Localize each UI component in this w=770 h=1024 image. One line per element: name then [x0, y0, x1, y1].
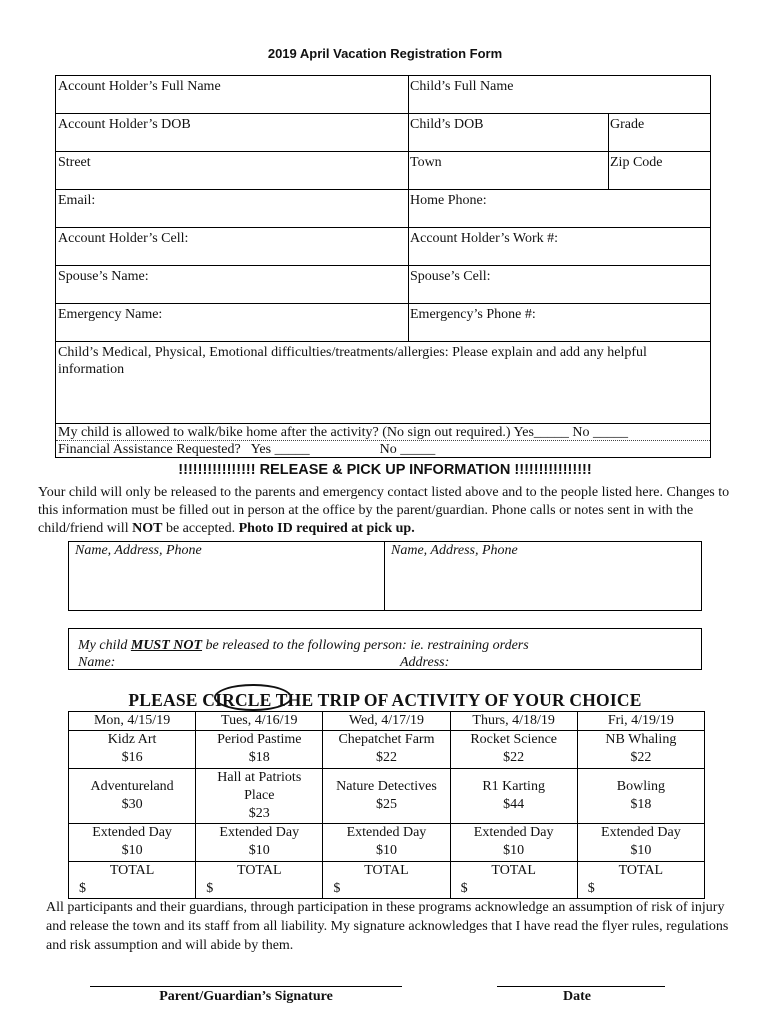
total-label: TOTAL — [364, 863, 409, 878]
release-text-not: NOT — [132, 521, 163, 536]
extended-day-option[interactable] — [323, 824, 450, 862]
acknowledgement-text: All participants and their guardians, through participation in these programs acknowledge an assumption of risk of injury and release the town and its staff from all liability. My signature acknowledges that I have read the flyer rules, regulations and risk assumption and will abide by them. — [46, 900, 729, 953]
day-wed: Wed, 4/17/19 — [323, 712, 450, 731]
account-holder-work-field[interactable]: Account Holder’s Work #: — [410, 231, 559, 246]
hand-drawn-circle-mark — [214, 684, 292, 711]
restriction-box[interactable] — [68, 628, 702, 670]
trip-option[interactable] — [577, 769, 704, 824]
extended-label: Extended Day — [601, 825, 681, 840]
signature-line[interactable] — [90, 986, 402, 987]
total-label: TOTAL — [109, 863, 155, 878]
trip-name: NB Whaling — [605, 732, 677, 747]
zip-field[interactable]: Zip Code — [610, 155, 663, 170]
pickup-contact-left[interactable]: Name, Address, Phone — [69, 542, 385, 610]
trip-name: Period Pastime — [217, 732, 302, 747]
extended-label: Extended Day — [473, 825, 554, 840]
medical-field[interactable]: Child’s Medical, Physical, Emotional difficulties/treatments/allergies: Please explain and add any helpful information — [58, 345, 647, 377]
total-cell[interactable] — [69, 862, 196, 899]
total-dollar: $ — [79, 881, 86, 896]
row-spouse — [56, 266, 710, 304]
row-names — [56, 76, 710, 114]
total-dollar: $ — [587, 881, 595, 896]
row-walk-home — [56, 424, 710, 441]
trip-name: Kidz Art — [107, 732, 157, 747]
restriction-must-not: MUST NOT — [130, 638, 203, 653]
trip-row-2 — [69, 769, 705, 824]
trip-price: $22 — [503, 750, 525, 765]
trip-price: $16 — [121, 750, 143, 765]
trip-price: $22 — [375, 750, 397, 765]
photo-id-notice: Photo ID required at pick up. — [238, 521, 415, 536]
pickup-contact-right[interactable]: Name, Address, Phone — [391, 543, 518, 558]
release-paragraph — [38, 484, 738, 538]
emergency-phone-field[interactable]: Emergency’s Phone #: — [410, 307, 536, 322]
extended-day-option[interactable] — [196, 824, 323, 862]
trip-option[interactable] — [323, 769, 450, 824]
trip-option[interactable] — [196, 769, 323, 824]
trip-price: $23 — [248, 806, 270, 821]
extended-day-option[interactable] — [577, 824, 704, 862]
trip-name: R1 Karting — [482, 779, 545, 794]
release-text-2: be accepted. — [162, 521, 239, 536]
trip-days-row — [69, 712, 705, 731]
total-label: TOTAL — [491, 863, 536, 878]
trip-price: $30 — [121, 797, 143, 812]
restriction-fields — [78, 654, 692, 671]
extended-label: Extended Day — [219, 825, 300, 840]
email-field[interactable]: Email: — [58, 193, 96, 208]
extended-day-option[interactable] — [69, 824, 196, 862]
trip-price: $18 — [630, 797, 652, 812]
form-title: 2019 April Vacation Registration Form — [267, 46, 503, 61]
child-name-field[interactable]: Child’s Full Name — [410, 79, 514, 94]
row-emergency — [56, 304, 710, 342]
day-fri: Fri, 4/19/19 — [577, 712, 704, 731]
row-dob — [56, 114, 710, 152]
restriction-name-label: Name: — [78, 655, 116, 670]
trip-row-1 — [69, 731, 705, 769]
grade-field[interactable]: Grade — [610, 117, 645, 132]
town-field[interactable]: Town — [410, 155, 442, 170]
trip-option[interactable] — [69, 769, 196, 824]
trip-name: Rocket Science — [470, 732, 557, 747]
signature-label: Parent/Guardian’s Signature — [159, 989, 333, 1004]
account-holder-dob-field[interactable]: Account Holder’s DOB — [58, 117, 191, 132]
financial-field[interactable]: Financial Assistance Requested? Yes _____ No _____ — [58, 442, 436, 457]
total-dollar: $ — [333, 881, 341, 896]
release-heading: !!!!!!!!!!!!!!!! RELEASE & PICK UP INFORMATION !!!!!!!!!!!!!!!! — [178, 462, 592, 478]
trip-choice-heading: PLEASE CIRCLE THE TRIP OF ACTIVITY OF YOUR CHOICE — [128, 690, 642, 710]
trip-price: $18 — [248, 750, 270, 765]
extended-price: $10 — [248, 843, 270, 858]
release-text-1: Your child will only be released to the parents and emergency contact listed above and to the people listed here. Changes to this information must be filled out in person at the office by the parent/guardian. Phone calls or notes sent in with the child/friend will — [38, 485, 730, 536]
trip-name: Chepatchet Farm — [338, 732, 435, 747]
day-mon: Mon, 4/15/19 — [69, 712, 196, 731]
trip-option[interactable] — [323, 731, 450, 769]
account-holder-cell-field[interactable]: Account Holder’s Cell: — [58, 231, 189, 246]
trip-option[interactable] — [450, 731, 577, 769]
trip-price: $25 — [375, 797, 397, 812]
extended-label: Extended Day — [346, 825, 427, 840]
total-cell[interactable] — [323, 862, 450, 899]
trip-table — [68, 711, 705, 899]
extended-price: $10 — [503, 843, 525, 858]
emergency-name-field[interactable]: Emergency Name: — [58, 307, 163, 322]
total-dollar: $ — [460, 881, 468, 896]
restriction-line — [78, 637, 692, 654]
trip-name: Bowling — [616, 779, 665, 794]
total-row — [69, 862, 705, 899]
date-line[interactable] — [497, 986, 665, 987]
extended-day-row — [69, 824, 705, 862]
total-label: TOTAL — [618, 863, 664, 878]
child-dob-field[interactable]: Child’s DOB — [410, 117, 484, 132]
total-label: TOTAL — [237, 863, 282, 878]
account-holder-name-field[interactable]: Account Holder’s Full Name — [58, 79, 221, 94]
trip-name: Adventureland — [90, 779, 174, 794]
day-thu: Thurs, 4/18/19 — [450, 712, 577, 731]
walk-home-field[interactable]: My child is allowed to walk/bike home after the activity? (No sign out required.) Yes_____ No _____ — [58, 425, 629, 440]
trip-name: Hall at Patriots Place — [217, 770, 302, 803]
spouse-name-field[interactable]: Spouse’s Name: — [58, 269, 149, 284]
row-medical — [56, 342, 710, 424]
registration-table — [55, 75, 711, 458]
trip-price: $44 — [503, 797, 525, 812]
trip-option[interactable] — [196, 731, 323, 769]
total-cell[interactable] — [450, 862, 577, 899]
extended-price: $10 — [630, 843, 652, 858]
row-financial — [56, 441, 710, 458]
trip-option[interactable] — [577, 731, 704, 769]
extended-label: Extended Day — [92, 825, 172, 840]
trip-option[interactable] — [69, 731, 196, 769]
trip-name: Nature Detectives — [336, 779, 437, 794]
restriction-pre: My child — [78, 638, 131, 653]
date-label: Date — [563, 989, 591, 1004]
total-cell[interactable] — [577, 862, 704, 899]
restriction-address-label: Address: — [400, 655, 450, 670]
extended-price: $10 — [375, 843, 397, 858]
pickup-contacts-box — [68, 541, 702, 611]
total-dollar: $ — [206, 881, 214, 896]
street-field[interactable]: Street — [58, 155, 91, 170]
trip-option[interactable] — [450, 769, 577, 824]
home-phone-field[interactable]: Home Phone: — [410, 193, 487, 208]
row-email — [56, 190, 710, 228]
row-cell — [56, 228, 710, 266]
restriction-post: be released to the following person: ie. restraining orders — [202, 638, 529, 653]
extended-price: $10 — [121, 843, 143, 858]
row-address — [56, 152, 710, 190]
extended-day-option[interactable] — [450, 824, 577, 862]
trip-price: $22 — [630, 750, 652, 765]
total-cell[interactable] — [196, 862, 323, 899]
spouse-cell-field[interactable]: Spouse’s Cell: — [410, 269, 491, 284]
day-tue: Tues, 4/16/19 — [196, 712, 323, 731]
